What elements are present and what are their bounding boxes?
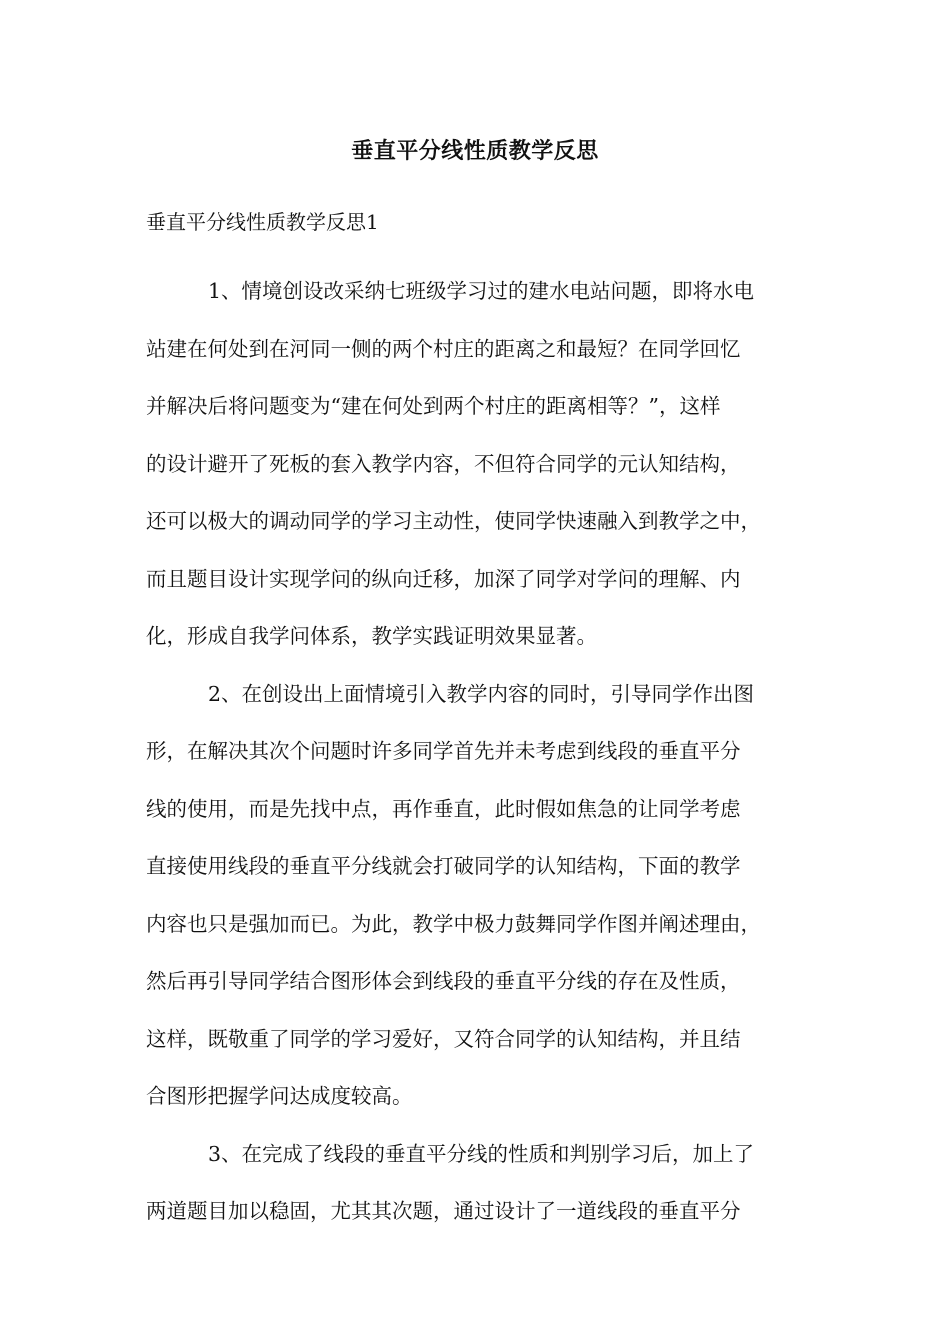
paragraph-line: 线的使用，而是先找中点，再作垂直，此时假如焦急的让同学考虑 [146, 796, 741, 821]
paragraph-line: 1、情境创设改采纳七班级学习过的建水电站问题，即将水电 [208, 279, 755, 303]
paragraph-line: 并解决后将问题变为“建在何处到两个村庄的距离相等？”，这样 [146, 394, 721, 418]
paragraph-line: 合图形把握学问达成度较高。 [146, 1084, 413, 1108]
paragraph-line: 2、在创设出上面情境引入教学内容的同时，引导同学作出图 [208, 681, 755, 706]
paragraph-line: 3、在完成了线段的垂直平分线的性质和判别学习后，加上了 [208, 1141, 755, 1166]
paragraph-line: 的设计避开了死板的套入教学内容，不但符合同学的元认知结构， [146, 451, 741, 476]
paragraph-line: 两道题目加以稳固，尤其其次题，通过设计了一道线段的垂直平分 [146, 1199, 741, 1223]
document-body [146, 263, 836, 1241]
paragraph-line: 内容也只是强加而已。为此，教学中极力鼓舞同学作图并阐述理由， [146, 911, 761, 936]
paragraph-line: 而且题目设计实现学问的纵向迁移，加深了同学对学问的理解、内 [146, 566, 741, 591]
paragraph-line: 站建在何处到在河同一侧的两个村庄的距离之和最短？在同学回忆 [146, 336, 741, 361]
paragraph-line: 这样，既敬重了同学的学习爱好，又符合同学的认知结构，并且结 [146, 1026, 741, 1051]
paragraph-1 [146, 263, 836, 666]
paragraph-line: 还可以极大的调动同学的学习主动性，使同学快速融入到教学之中， [146, 509, 761, 533]
paragraph-line: 形，在解决其次个问题时许多同学首先并未考虑到线段的垂直平分 [146, 739, 741, 763]
paragraph-2 [146, 666, 836, 1126]
document-title: 垂直平分线性质教学反思 [351, 138, 599, 164]
document-subtitle: 垂直平分线性质教学反思1 [146, 210, 379, 234]
paragraph-line: 然后再引导同学结合图形体会到线段的垂直平分线的存在及性质， [146, 969, 741, 993]
paragraph-3 [146, 1126, 836, 1241]
paragraph-line: 化，形成自我学问体系，教学实践证明效果显著。 [146, 624, 597, 648]
paragraph-line: 直接使用线段的垂直平分线就会打破同学的认知结构，下面的教学 [146, 854, 741, 878]
